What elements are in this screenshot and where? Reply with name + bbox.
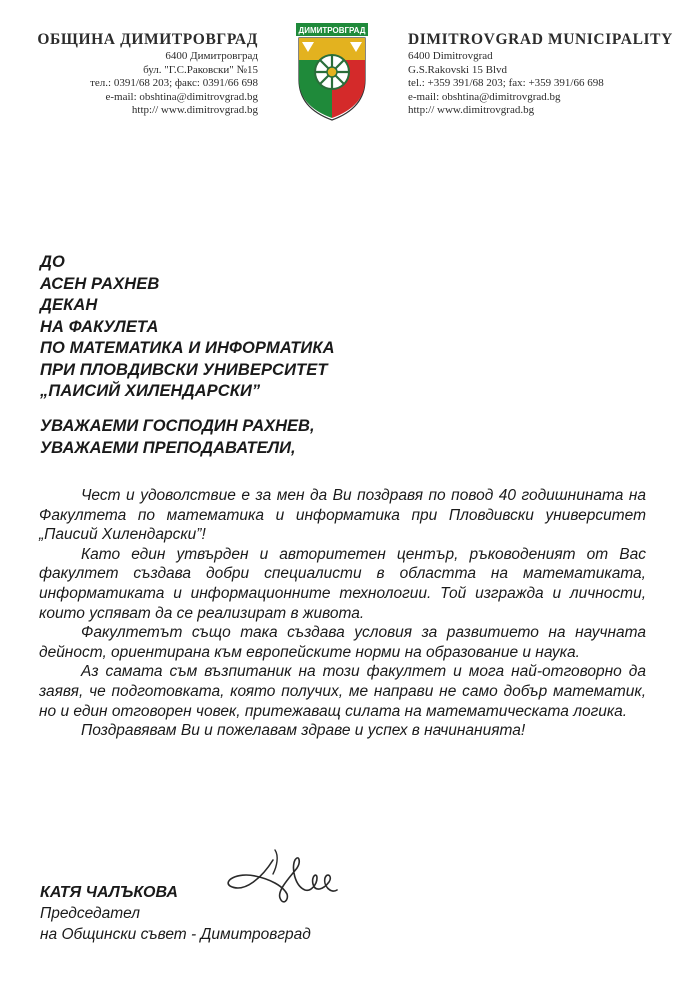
signatory-name: КАТЯ ЧАЛЪКОВА [40,884,178,901]
body-paragraph: Поздравявам Ви и пожелавам здраве и успех в начинанията! [81,722,526,740]
letterhead-en [408,30,693,118]
letter-body [39,486,646,741]
recipient-line: ПО МАТЕМАТИКА И ИНФОРМАТИКА [40,339,335,357]
recipient-line: АСЕН РАХНЕВ [40,274,160,293]
crest-label: ДИМИТРОВГРАД [298,26,366,35]
signatory-organization: на Общински съвет - Димитровград [40,926,311,943]
municipality-name-bg: ОБЩИНА ДИМИТРОВГРАД [37,31,258,48]
body-paragraph: Аз самата съм възпитаник на този факултет и мога най-отговорно да заявя, че подготовката, която получих, ме направи не само добър математик, но и един отговорен човек, притежаващ силата на математическата логика. [39,663,646,720]
website-line-bg: http:// www.dimitrovgrad.bg [131,104,258,116]
letterhead-bg [20,30,258,118]
address-line-en: G.S.Rakovski 15 Blvd [408,63,508,76]
recipient-line: „ПАИСИЙ ХИЛЕНДАРСКИ” [40,382,261,400]
recipient-line: НА ФАКУЛЕТА [40,317,159,336]
salutation-line: УВАЖАЕМИ ГОСПОДИН РАХНЕВ, [40,417,315,435]
signature-block [40,882,440,945]
municipal-coat-of-arms-icon [282,22,382,122]
salutation-line: УВАЖАЕМИ ПРЕПОДАВАТЕЛИ, [40,439,296,457]
address-line-en: 6400 Dimitrovgrad [408,50,493,62]
salutation [40,415,660,459]
municipality-name-en: DIMITROVGRAD MUNICIPALITY [408,31,673,48]
body-paragraph: Чест и удоволствие е за мен да Ви поздравя по повод 40 годишнината на Факултета по математика и информатика при Пловдивски университет „Паисий Хилендарски”! [39,487,646,544]
phone-line-en: tel.: +359 391/68 203; fax: +359 391/66 698 [408,77,604,89]
phone-line-bg: тел.: 0391/68 203; факс: 0391/66 698 [90,77,258,89]
address-line-bg: 6400 Димитровград [165,50,258,62]
body-paragraph: Като един утвърден и авторитетен център, ръководеният от Вас факултет създава добри специалисти в областта на математиката, информатиката и информационните технологии. Той изгражда и личности, които успяват да се реализират в живота. [39,545,646,622]
recipient-block [40,252,660,403]
website-line-en: http:// www.dimitrovgrad.bg [408,104,535,116]
address-line-bg: бул. "Г.С.Раковски" №15 [143,63,258,76]
crest-wheel-hub [327,67,337,77]
recipient-line: ДЕКАН [40,296,98,314]
email-line-en: e-mail: obshtina@dimitrovgrad.bg [408,90,561,103]
signatory-title: Председател [40,905,141,922]
recipient-line: ПРИ ПЛОВДИВСКИ УНИВЕРСИТЕТ [40,360,328,379]
email-line-bg: e-mail: obshtina@dimitrovgrad.bg [105,90,258,103]
body-paragraph: Факултетът също така създава условия за развитието на научната дейност, ориентирана към европейските норми на образование и наука. [39,624,646,661]
recipient-line: ДО [40,253,65,271]
